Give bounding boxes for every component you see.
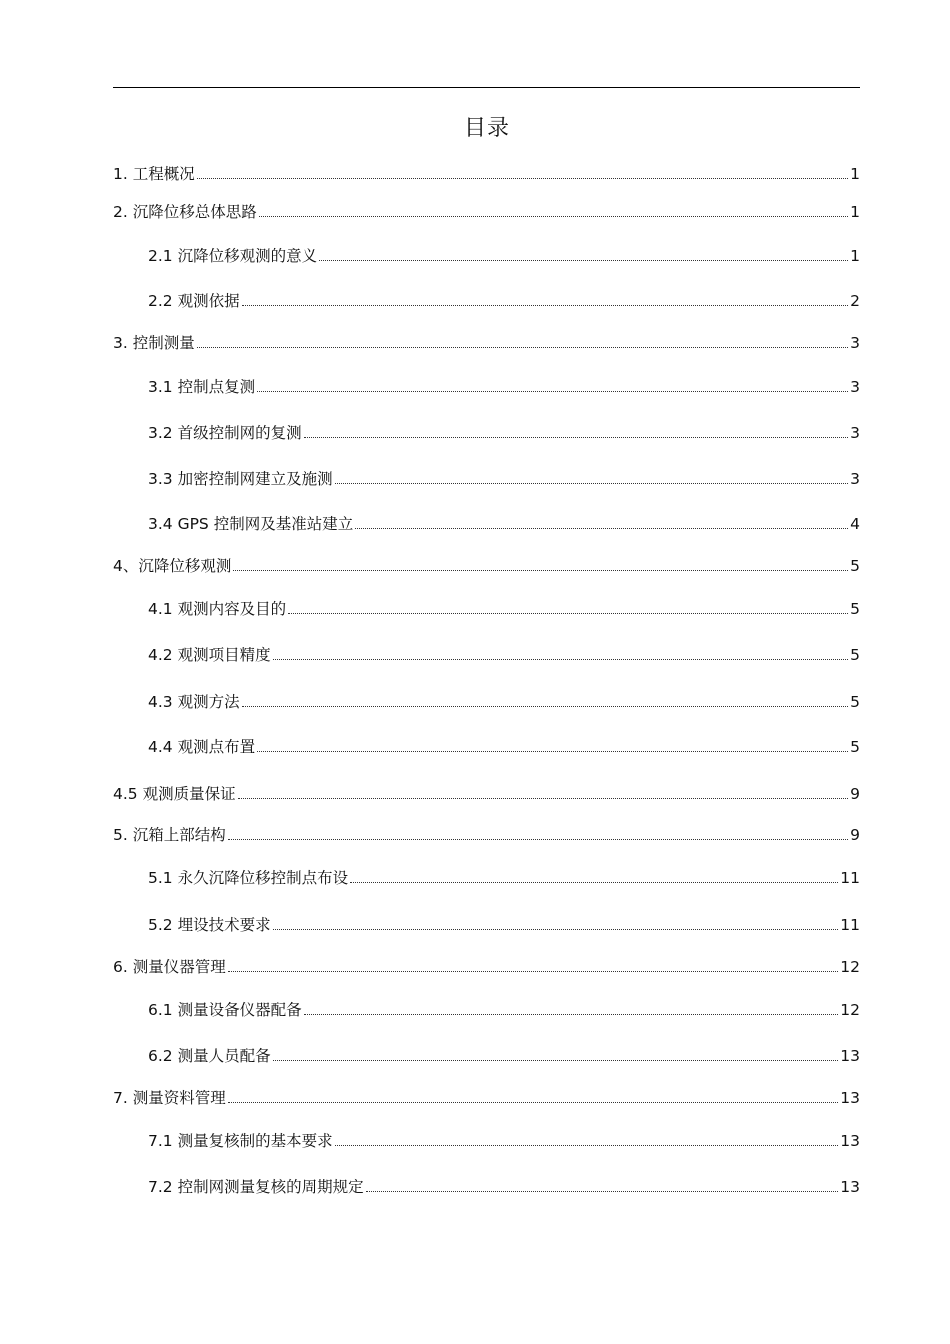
- toc-entry-page: 4: [850, 515, 860, 533]
- toc-entry-label: 4.1 观测内容及目的: [148, 600, 287, 618]
- toc-entry[interactable]: [148, 419, 860, 443]
- toc-dot-leader: [273, 929, 839, 930]
- toc-entry-page: 5: [850, 646, 860, 664]
- toc-entry-label: 1. 工程概况: [113, 165, 195, 183]
- toc-entry-page: 3: [850, 470, 860, 488]
- toc-dot-leader: [233, 570, 848, 571]
- toc-entry-page: 9: [850, 826, 860, 844]
- toc-entry[interactable]: [148, 1042, 860, 1066]
- toc-entry-page: 13: [840, 1089, 860, 1107]
- toc-dot-leader: [304, 1014, 839, 1015]
- toc-entry[interactable]: [113, 821, 860, 845]
- toc-entry[interactable]: [148, 864, 860, 888]
- toc-entry-label: 4.3 观测方法: [148, 693, 240, 711]
- toc-dot-leader: [197, 347, 848, 348]
- toc-title: 目录: [463, 116, 510, 141]
- toc-entry-label: 6.1 测量设备仪器配备: [148, 1001, 302, 1019]
- toc-entry-label: 2. 沉降位移总体思路: [113, 203, 257, 221]
- toc-dot-leader: [238, 798, 849, 799]
- toc-entry-label: 4、沉降位移观测: [113, 557, 232, 575]
- toc-entry-page: 13: [840, 1178, 860, 1196]
- toc-entry-page: 1: [850, 247, 860, 265]
- toc-entry[interactable]: [113, 198, 860, 222]
- toc-entry[interactable]: [148, 373, 860, 397]
- toc-entry-page: 11: [840, 916, 860, 934]
- toc-entry[interactable]: [113, 160, 860, 184]
- toc-dot-leader: [273, 659, 849, 660]
- toc-entry-label: 7. 测量资料管理: [113, 1089, 226, 1107]
- toc-entry-page: 1: [850, 165, 860, 183]
- toc-entry-page: 3: [850, 424, 860, 442]
- toc-entry-page: 2: [850, 292, 860, 310]
- toc-entry-page: 5: [850, 557, 860, 575]
- toc-entry[interactable]: [113, 780, 860, 804]
- toc-entry-label: 6.2 测量人员配备: [148, 1047, 271, 1065]
- toc-entry-page: 5: [850, 738, 860, 756]
- toc-dot-leader: [366, 1191, 839, 1192]
- toc-entry-label: 5. 沉箱上部结构: [113, 826, 226, 844]
- toc-entry-label: 6. 测量仪器管理: [113, 958, 226, 976]
- toc-entry[interactable]: [113, 1084, 860, 1108]
- toc-dot-leader: [335, 483, 849, 484]
- toc-entry-label: 3. 控制测量: [113, 334, 195, 352]
- toc-dot-leader: [355, 528, 848, 529]
- toc-dot-leader: [259, 216, 848, 217]
- toc-dot-leader: [257, 751, 848, 752]
- toc-entry[interactable]: [148, 595, 860, 619]
- toc-entry-page: 3: [850, 334, 860, 352]
- toc-dot-leader: [242, 706, 849, 707]
- toc-entry[interactable]: [148, 510, 860, 534]
- toc-entry-label: 3.2 首级控制网的复测: [148, 424, 302, 442]
- toc-entry-page: 12: [840, 958, 860, 976]
- toc-entry-page: 5: [850, 600, 860, 618]
- toc-entry-page: 13: [840, 1132, 860, 1150]
- toc-entry[interactable]: [113, 329, 860, 353]
- toc-entry[interactable]: [113, 953, 860, 977]
- toc-dot-leader: [335, 1145, 839, 1146]
- toc-entry[interactable]: [113, 552, 860, 576]
- toc-entry-label: 4.5 观测质量保证: [113, 785, 236, 803]
- toc-dot-leader: [319, 260, 848, 261]
- toc-dot-leader: [228, 839, 848, 840]
- toc-entry[interactable]: [148, 465, 860, 489]
- toc-entry[interactable]: [148, 911, 860, 935]
- toc-dot-leader: [228, 1102, 839, 1103]
- toc-entry-label: 4.4 观测点布置: [148, 738, 256, 756]
- toc-entry-page: 11: [840, 869, 860, 887]
- toc-entry[interactable]: [148, 641, 860, 665]
- toc-entry-label: 5.2 埋设技术要求: [148, 916, 271, 934]
- toc-entry-label: 3.4 GPS 控制网及基准站建立: [148, 515, 354, 533]
- toc-dot-leader: [350, 882, 838, 883]
- toc-entry-page: 13: [840, 1047, 860, 1065]
- toc-dot-leader: [288, 613, 848, 614]
- toc-entry-page: 3: [850, 378, 860, 396]
- toc-dot-leader: [257, 391, 848, 392]
- toc-dot-leader: [304, 437, 849, 438]
- toc-entry-page: 9: [850, 785, 860, 803]
- toc-entry[interactable]: [148, 996, 860, 1020]
- toc-entry-label: 7.1 测量复核制的基本要求: [148, 1132, 333, 1150]
- toc-entry[interactable]: [148, 688, 860, 712]
- toc-entry[interactable]: [148, 733, 860, 757]
- toc-entry[interactable]: [148, 287, 860, 311]
- toc-entry-page: 5: [850, 693, 860, 711]
- toc-dot-leader: [228, 971, 839, 972]
- toc-entry-label: 5.1 永久沉降位移控制点布设: [148, 869, 349, 887]
- toc-entry-label: 4.2 观测项目精度: [148, 646, 271, 664]
- toc-entry-label: 3.1 控制点复测: [148, 378, 256, 396]
- toc-entry[interactable]: [148, 1127, 860, 1151]
- toc-dot-leader: [273, 1060, 839, 1061]
- toc-entry-label: 2.2 观测依据: [148, 292, 240, 310]
- toc-entry-label: 2.1 沉降位移观测的意义: [148, 247, 318, 265]
- toc-entry-label: 3.3 加密控制网建立及施测: [148, 470, 333, 488]
- toc-entry-page: 1: [850, 203, 860, 221]
- toc-entry[interactable]: [148, 242, 860, 266]
- toc-dot-leader: [242, 305, 849, 306]
- toc-entry-page: 12: [840, 1001, 860, 1019]
- toc-entry-label: 7.2 控制网测量复核的周期规定: [148, 1178, 364, 1196]
- toc-dot-leader: [197, 178, 848, 179]
- toc-entry[interactable]: [148, 1173, 860, 1197]
